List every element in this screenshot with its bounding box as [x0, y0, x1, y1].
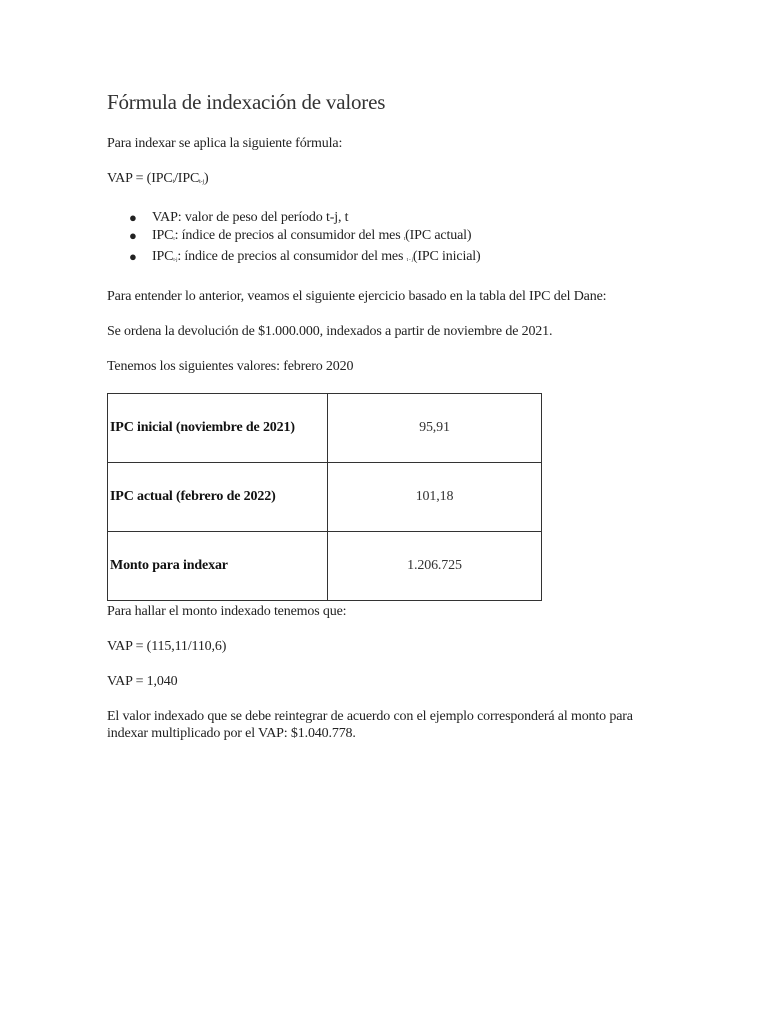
understand-paragraph: Para entender lo anterior, veamos el siguiente ejercicio basado en la tabla del IPC del Dane: [107, 288, 607, 304]
table-cell-value: 1.206.725 [328, 531, 542, 600]
table-cell-value: 95,91 [328, 393, 542, 462]
definition-sub: t-j [173, 258, 178, 263]
definition-sub: t [403, 236, 406, 242]
table-row [108, 531, 542, 600]
definition-term: IPC [152, 227, 174, 243]
definition-sub: t - j [406, 258, 413, 263]
table-row [108, 393, 542, 462]
calc-line-2: VAP = 1,040 [107, 673, 178, 689]
bullet-icon: ● [129, 227, 137, 243]
bullet-icon: ● [129, 249, 137, 264]
definition-text: : índice de precios al consumidor del mes [177, 249, 407, 264]
definition-term: IPC [152, 249, 174, 264]
formula-sub-t: t [172, 179, 175, 185]
definition-text: VAP: valor de peso del período t-j, t [152, 210, 349, 225]
table-cell-label: Monto para indexar [108, 531, 328, 600]
definition-tail: (IPC inicial) [412, 249, 481, 264]
definition-sub: t [173, 236, 175, 242]
definitions-list [107, 209, 667, 270]
definition-text: : índice de precios al consumidor del mes [174, 227, 404, 243]
table-cell-label: IPC actual (febrero de 2022) [108, 462, 328, 531]
list-item [129, 248, 667, 270]
formula-prefix: VAP = (IPC [107, 171, 173, 186]
calc-line-1: VAP = (115,11/110,6) [107, 638, 227, 654]
table-row [108, 462, 542, 531]
intro-paragraph: Para indexar se aplica la siguiente fórmula: [107, 136, 343, 151]
order-paragraph: Se ordena la devolución de $1.000.000, indexados a partir de noviembre de 2021. [107, 323, 553, 339]
list-item [129, 209, 667, 227]
formula-sub-tj: t-j [199, 179, 205, 185]
formula-suffix: ) [204, 171, 209, 186]
formula-mid: /IPC [174, 171, 200, 186]
ipc-table [107, 393, 542, 601]
table-cell-value: 101,18 [328, 462, 542, 531]
document-page [107, 90, 667, 760]
table-cell-label: IPC inicial (noviembre de 2021) [108, 393, 328, 462]
bullet-icon: ● [129, 210, 137, 225]
definition-tail: (IPC actual) [405, 227, 472, 243]
vap-formula [107, 170, 667, 191]
conclusion-paragraph: El valor indexado que se debe reintegrar de acuerdo con el ejemplo corresponderá al monto para indexar multiplicado por el VAP: $1.040.778. [107, 708, 633, 741]
values-paragraph: Tenemos los siguientes valores: febrero 2020 [107, 358, 354, 374]
page-title: Fórmula de indexación de valores [107, 90, 386, 114]
list-item [129, 227, 667, 249]
find-paragraph: Para hallar el monto indexado tenemos que: [107, 603, 347, 619]
